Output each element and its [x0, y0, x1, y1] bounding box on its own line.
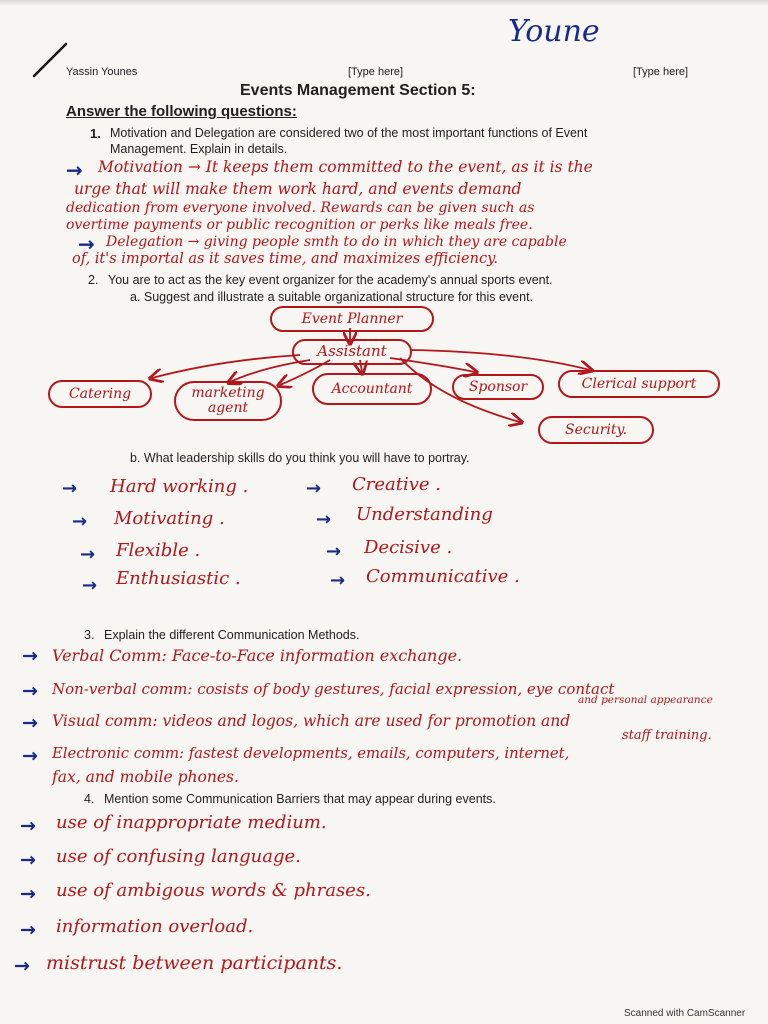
arrow-right-icon: →	[306, 478, 322, 499]
q1-number: 1.	[90, 126, 101, 141]
arrow-right-icon: →	[82, 575, 98, 596]
q3-number: 3.	[84, 628, 95, 642]
arrow-right-icon: →	[20, 919, 36, 941]
q1-text-line1: Motivation and Delegation are considered two of the most important functions of Event	[110, 126, 588, 140]
arrow-right-icon: →	[14, 955, 30, 977]
scanner-watermark: Scanned with CamScanner	[624, 1008, 746, 1019]
arrow-right-icon: →	[20, 815, 36, 837]
org-node-accountant: Accountant	[312, 373, 432, 405]
placeholder-right: [Type here]	[633, 66, 689, 78]
q2b-text: b. What leadership skills do you think you will have to portray.	[130, 451, 470, 465]
q3-answer-line3: and personal appearance	[578, 694, 713, 706]
q4-answer-4: information overload.	[56, 916, 254, 937]
signature: Youne	[508, 14, 600, 49]
diagonal-pen-mark-icon	[30, 40, 70, 80]
skill-left-2: Motivating .	[114, 508, 225, 529]
arrow-right-icon: →	[22, 645, 38, 667]
org-node-marketing-line2: agent	[207, 400, 249, 416]
skill-right-1: Creative .	[352, 474, 442, 495]
skill-right-4: Communicative .	[366, 566, 520, 587]
q1-text-line2: Management. Explain in details.	[110, 142, 288, 156]
q2a-text: a. Suggest and illustrate a suitable organizational structure for this event.	[130, 290, 534, 304]
q1-answer-line2: urge that will make them work hard, and events demand	[74, 180, 522, 198]
skill-left-3: Flexible .	[116, 540, 201, 561]
arrow-right-icon: →	[330, 570, 346, 591]
q1-answer-line4: overtime payments or public recognition or perks like meals free.	[66, 217, 533, 233]
q2-text: You are to act as the key event organizer for the academy's annual sports event.	[108, 273, 553, 287]
q1-answer-line3: dedication from everyone involved. Rewards can be given such as	[66, 200, 535, 216]
arrow-right-icon: →	[66, 158, 83, 182]
q1-answer-line1: Motivation → It keeps them committed to the event, as it is the	[98, 158, 593, 176]
arrow-right-icon: →	[316, 509, 332, 530]
org-node-sponsor: Sponsor	[452, 374, 544, 400]
skill-left-1: Hard working .	[110, 476, 249, 497]
q4-answer-1: use of inappropriate medium.	[56, 812, 327, 833]
q3-answer-line2: Non-verbal comm: cosists of body gestures, facial expression, eye contact	[52, 680, 615, 698]
q3-answer-line6: Electronic comm: fastest developments, emails, computers, internet,	[52, 745, 570, 762]
arrow-right-icon: →	[20, 849, 36, 871]
q4-answer-3: use of ambigous words & phrases.	[56, 880, 371, 901]
page-title: Events Management Section 5:	[240, 82, 476, 99]
q4-text: Mention some Communication Barriers that may appear during events.	[104, 792, 496, 806]
q3-text: Explain the different Communication Methods.	[104, 628, 360, 642]
q3-answer-line4: Visual comm: videos and logos, which are used for promotion and	[52, 712, 571, 730]
org-node-assistant: Assistant	[292, 339, 412, 365]
arrow-right-icon: →	[22, 680, 38, 702]
q4-answer-5: mistrust between participants.	[46, 952, 343, 974]
q1-answer-line6: of, it's importal as it saves time, and maximizes efficiency.	[72, 251, 498, 267]
scan-top-shadow	[0, 0, 768, 6]
student-name: Yassin Younes	[66, 66, 138, 78]
org-node-event-planner: Event Planner	[270, 306, 434, 332]
arrow-right-icon: →	[78, 232, 95, 256]
org-node-security: Security.	[538, 416, 654, 444]
skill-right-2: Understanding	[356, 504, 493, 525]
q3-answer-line1: Verbal Comm: Face-to-Face information exchange.	[52, 646, 463, 665]
q4-number: 4.	[84, 792, 95, 806]
q1-answer-line5: Delegation → giving people smth to do in which they are capable	[106, 234, 567, 250]
skill-right-3: Decisive .	[364, 537, 453, 558]
q3-answer-line5: staff training.	[622, 728, 712, 743]
arrow-right-icon: →	[62, 478, 78, 499]
org-node-catering: Catering	[48, 380, 152, 408]
org-node-clerical-support: Clerical support	[558, 370, 720, 398]
org-node-marketing-line1: marketing	[191, 385, 265, 402]
arrow-right-icon: →	[72, 511, 88, 532]
arrow-right-icon: →	[22, 745, 38, 767]
skill-left-4: Enthusiastic .	[116, 568, 241, 589]
org-node-marketing	[174, 381, 282, 421]
q3-answer-line7: fax, and mobile phones.	[52, 768, 239, 786]
arrow-right-icon: →	[80, 544, 96, 565]
q2-number: 2.	[88, 273, 99, 287]
placeholder-left: [Type here]	[348, 66, 404, 78]
arrow-right-icon: →	[326, 541, 342, 562]
arrow-right-icon: →	[22, 712, 38, 734]
arrow-right-icon: →	[20, 883, 36, 905]
instructions: Answer the following questions:	[66, 103, 297, 120]
q4-answer-2: use of confusing language.	[56, 846, 301, 867]
